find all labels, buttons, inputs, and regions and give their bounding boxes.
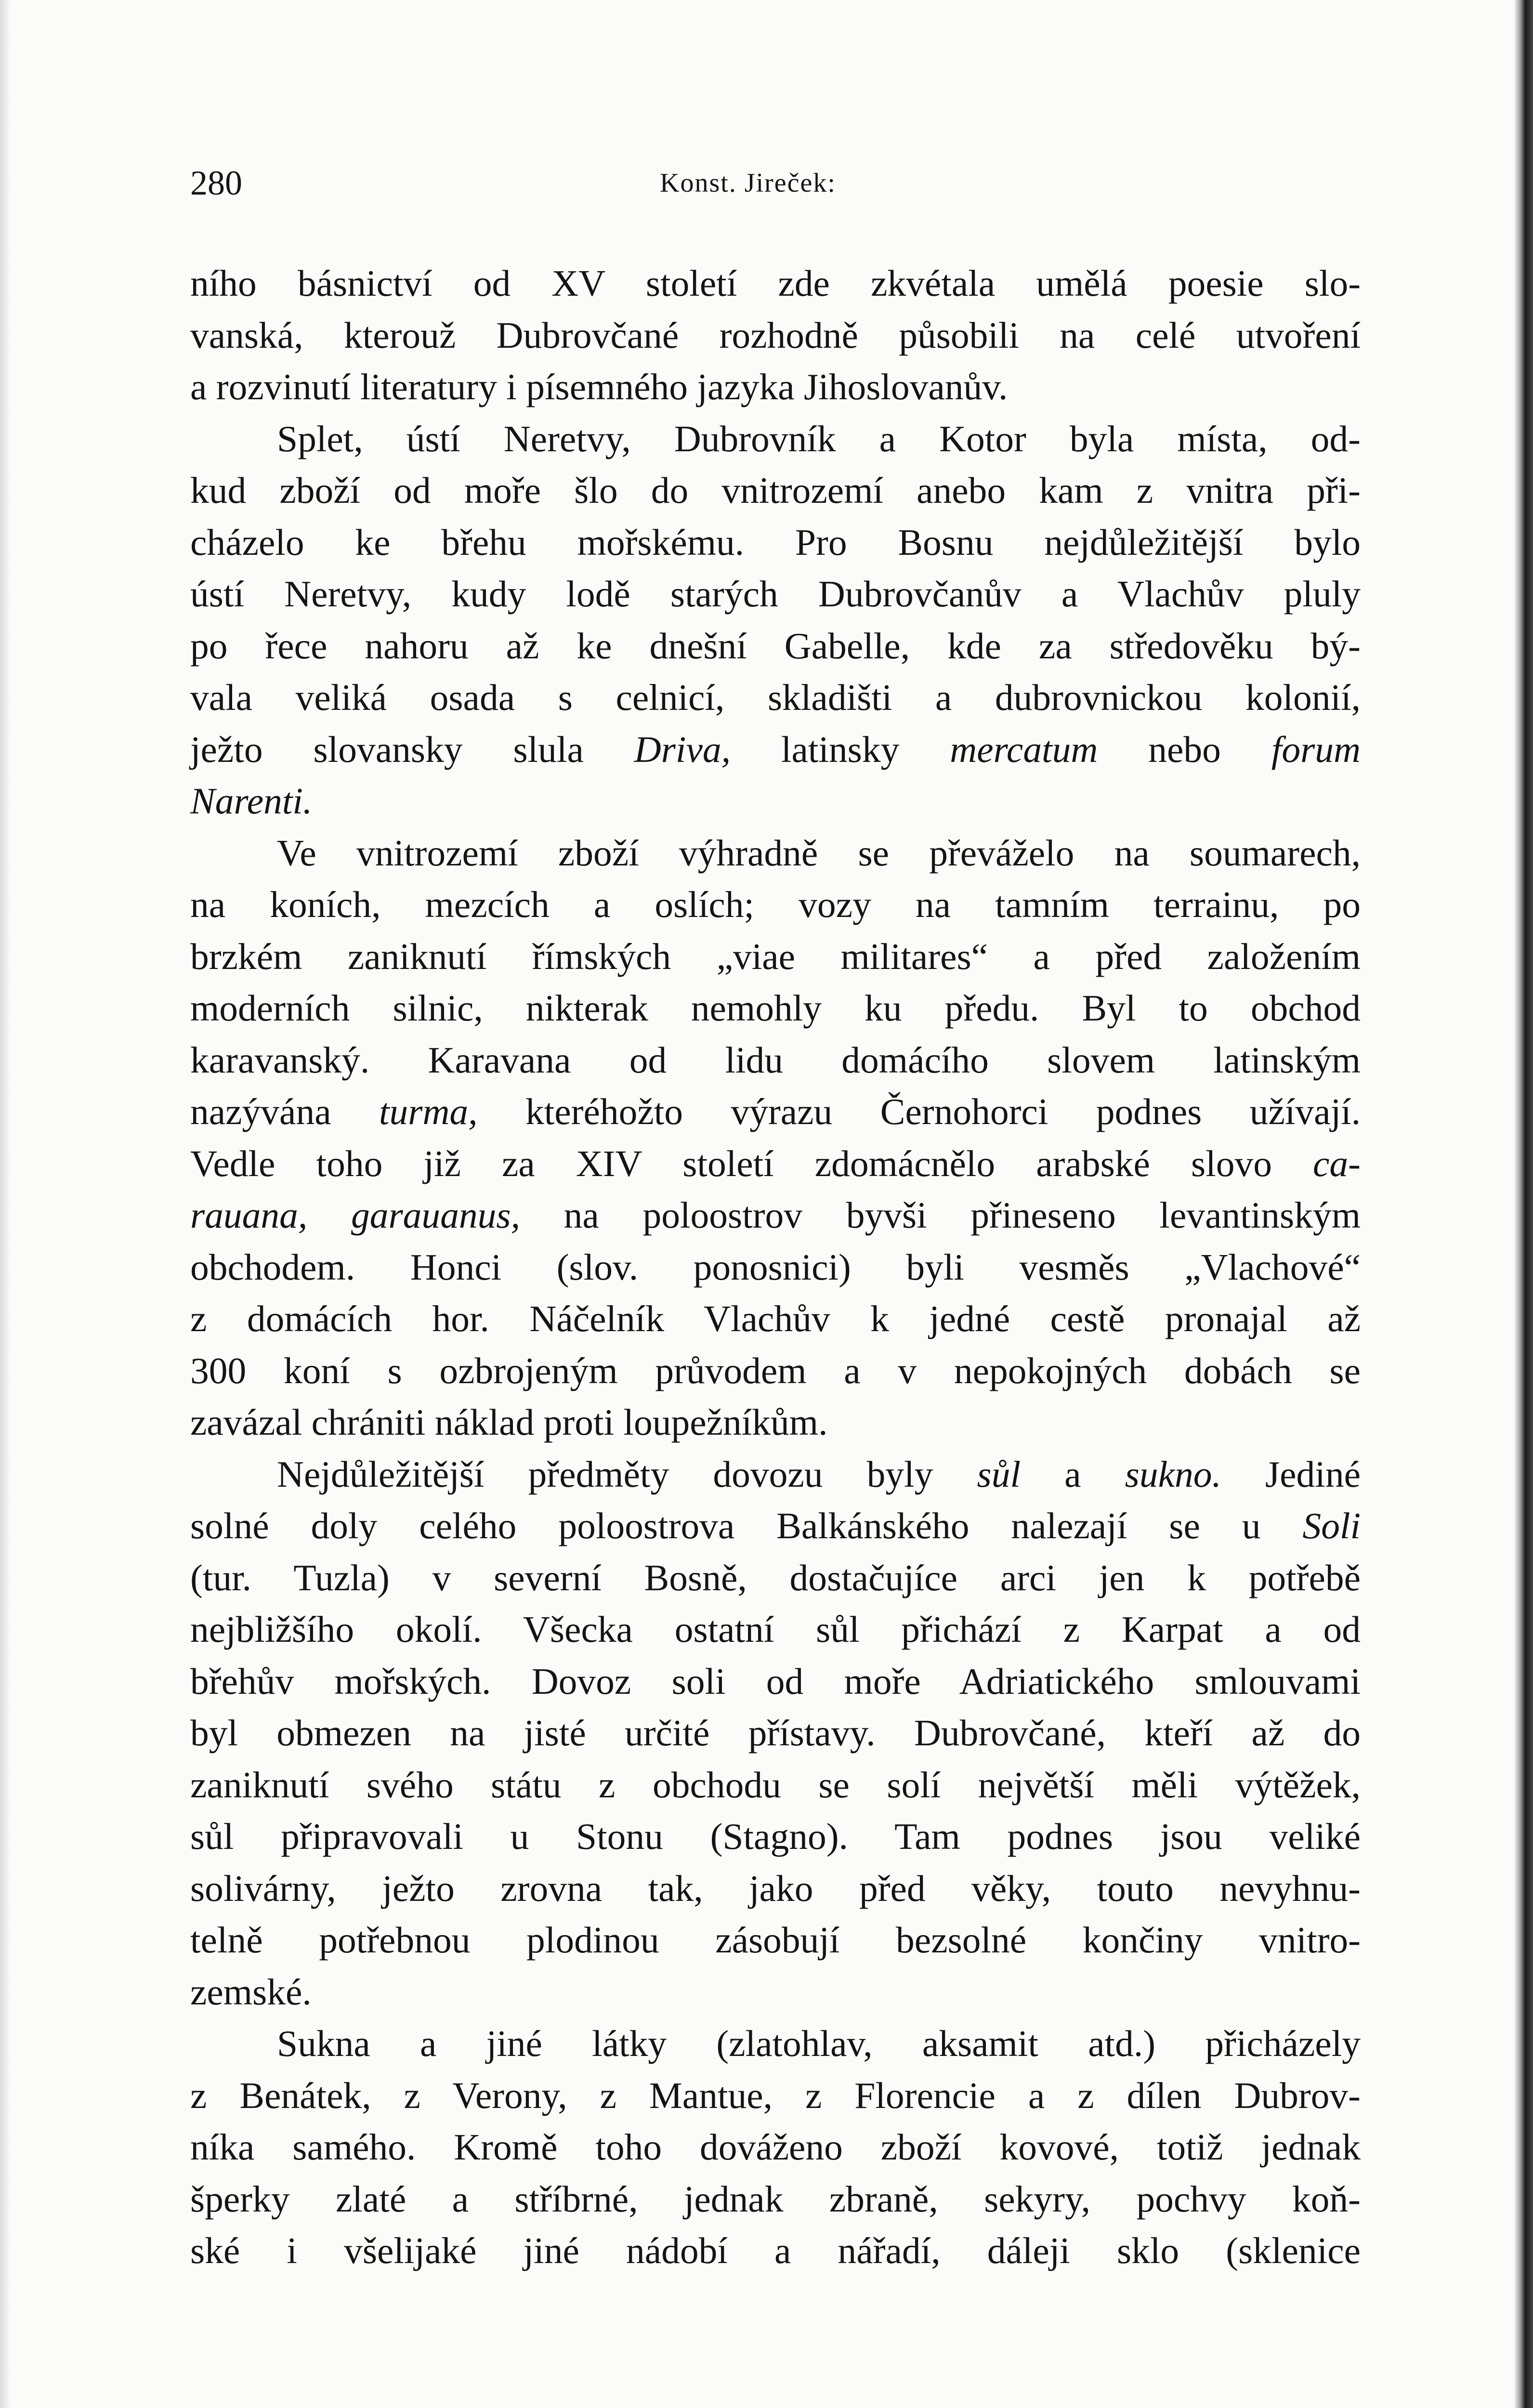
text-line (190, 879, 1361, 931)
text-run: nejbližšího okolí. Všecka ostatní sůl přichází z Karpat a od (190, 1609, 1361, 1650)
text-run: solné doly celého poloostrova Balkánského nalezají se u (190, 1505, 1303, 1546)
text-line (190, 672, 1361, 724)
text-run: Vedle toho již za XIV století zdomácnělo arabské slovo (190, 1142, 1313, 1184)
italic-term: Driva, (634, 728, 731, 770)
text-run: a rozvinutí literatury i písemného jazyka Jihoslovanův. (190, 366, 1008, 407)
text-run: latinsky (730, 728, 950, 770)
italic-term: forum (1271, 728, 1361, 770)
text-run: Splet, ústí Neretvy, Dubrovník a Kotor byla místa, od- (277, 418, 1361, 459)
page-header (190, 154, 1385, 212)
body-text (190, 258, 1361, 2277)
text-line (190, 1707, 1361, 1759)
text-line (190, 1086, 1361, 1138)
italic-term: turma, (379, 1091, 478, 1132)
text-run: na koních, mezcích a oslích; vozy na tamním terrainu, po (190, 884, 1361, 925)
text-line (190, 1449, 1361, 1501)
page-left-edge (0, 0, 11, 2408)
text-line (190, 413, 1361, 465)
text-run: z Benátek, z Verony, z Mantue, z Florencie a z dílen Dubrov- (190, 2074, 1361, 2116)
text-run: zaniknutí svého státu z obchodu se solí největší měli výtěžek, (190, 1764, 1361, 1806)
text-run: z domácích hor. Náčelník Vlachův k jedné cestě pronajal až (190, 1298, 1361, 1339)
text-line (190, 1138, 1361, 1190)
text-line (190, 1914, 1361, 1966)
text-line (190, 1345, 1361, 1397)
text-run: vala veliká osada s celnicí, skladišti a dubrovnickou kolonií, (190, 677, 1361, 718)
text-line (190, 1811, 1361, 1863)
text-line (190, 1190, 1361, 1242)
text-run: kteréhožto výrazu Černohorci podnes užívají. (477, 1091, 1361, 1132)
text-line (190, 827, 1361, 879)
text-line (190, 1552, 1361, 1604)
text-run: na poloostrov byvši přineseno levantinským (520, 1194, 1361, 1236)
text-line (190, 1863, 1361, 1915)
text-line (190, 1604, 1361, 1656)
text-line (190, 361, 1361, 413)
text-run: telně potřebnou plodinou zásobují bezsolné končiny vnitro- (190, 1919, 1361, 1961)
text-line (190, 1966, 1361, 2018)
text-run: obchodem. Honci (slov. ponosnici) byli vesměs „Vlachové“ (190, 1246, 1361, 1288)
text-run: níka samého. Kromě toho dováženo zboží kovové, totiž jednak (190, 2126, 1361, 2168)
text-line (190, 724, 1361, 776)
text-line (190, 931, 1361, 983)
text-line (190, 1500, 1361, 1552)
text-line (190, 1293, 1361, 1345)
italic-term: mercatum (950, 728, 1098, 770)
text-line (190, 465, 1361, 517)
text-line (190, 2173, 1361, 2225)
text-run: 300 koní s ozbrojeným průvodem a v nepokojných dobách se (190, 1349, 1361, 1391)
text-line (190, 568, 1361, 620)
text-line (190, 620, 1361, 672)
text-line (190, 2070, 1361, 2122)
text-line (190, 1242, 1361, 1294)
text-run: zemské. (190, 1971, 312, 2013)
text-run: (tur. Tuzla) v severní Bosně, dostačujíce arci jen k potřebě (190, 1557, 1361, 1598)
italic-term: sukno. (1125, 1453, 1221, 1495)
text-run: nebo (1098, 728, 1271, 770)
text-run: karavanský. Karavana od lidu domácího slovem latinským (190, 1039, 1361, 1081)
text-line (190, 982, 1361, 1034)
text-run: Jediné (1221, 1453, 1361, 1495)
text-line (190, 310, 1361, 362)
text-run: cházelo ke břehu mořskému. Pro Bosnu nejdůležitější bylo (190, 521, 1361, 563)
text-run: ního básnictví od XV století zde zkvétala umělá poesie slo- (190, 262, 1361, 304)
running-head: Konst. Jireček: (660, 168, 836, 198)
text-run: ústí Neretvy, kudy lodě starých Dubrovčanův a Vlachův pluly (190, 573, 1361, 615)
italic-term: ca- (1313, 1142, 1361, 1184)
text-run: Sukna a jiné látky (zlatohlav, aksamit atd.) přicházely (277, 2023, 1361, 2064)
text-run: ježto slovansky slula (190, 728, 634, 770)
text-run: zavázal chrániti náklad proti loupežníkům. (190, 1401, 828, 1443)
text-line (190, 2121, 1361, 2173)
italic-term: sůl (977, 1453, 1021, 1495)
italic-term: Soli (1302, 1505, 1361, 1546)
text-run: a (1021, 1453, 1125, 1495)
text-run: moderních silnic, nikterak nemohly ku předu. Byl to obchod (190, 987, 1361, 1029)
text-line (190, 2018, 1361, 2070)
italic-term: rauana, garauanus, (190, 1194, 520, 1236)
text-run: solivárny, ježto zrovna tak, jako před věky, touto nevyhnu- (190, 1867, 1361, 1909)
text-line (190, 1759, 1361, 1811)
text-line (190, 1034, 1361, 1086)
text-run: byl obmezen na jisté určité přístavy. Dubrovčané, kteří až do (190, 1712, 1361, 1754)
text-line (190, 1656, 1361, 1708)
page-number: 280 (190, 164, 242, 202)
text-run: vanská, kterouž Dubrovčané rozhodně působili na celé utvoření (190, 314, 1361, 356)
text-run: sůl připravovali u Stonu (Stagno). Tam podnes jsou veliké (190, 1816, 1361, 1857)
text-run: kud zboží od moře šlo do vnitrozemí anebo kam z vnitra při- (190, 470, 1361, 511)
text-line (190, 258, 1361, 310)
text-line (190, 1397, 1361, 1449)
text-run: ské i všelijaké jiné nádobí a nářadí, dáleji sklo (sklenice (190, 2230, 1361, 2271)
text-run: brzkém zaniknutí římských „viae militares“ a před založením (190, 935, 1361, 977)
text-run: nazývána (190, 1091, 380, 1132)
text-line (190, 775, 1361, 827)
text-run: šperky zlaté a stříbrné, jednak zbraně, sekyry, pochvy koň- (190, 2178, 1361, 2220)
page-right-edge-binding (1514, 0, 1533, 2408)
text-run: Ve vnitrozemí zboží výhradně se převáželo na soumarech, (277, 832, 1361, 874)
text-line (190, 517, 1361, 569)
text-run: po řece nahoru až ke dnešní Gabelle, kde za středověku bý- (190, 625, 1361, 667)
italic-term: Narenti. (190, 780, 313, 822)
text-run: Nejdůležitější předměty dovozu byly (277, 1453, 977, 1495)
text-run: břehův mořských. Dovoz soli od moře Adriatického smlouvami (190, 1660, 1361, 1702)
text-line (190, 2225, 1361, 2277)
